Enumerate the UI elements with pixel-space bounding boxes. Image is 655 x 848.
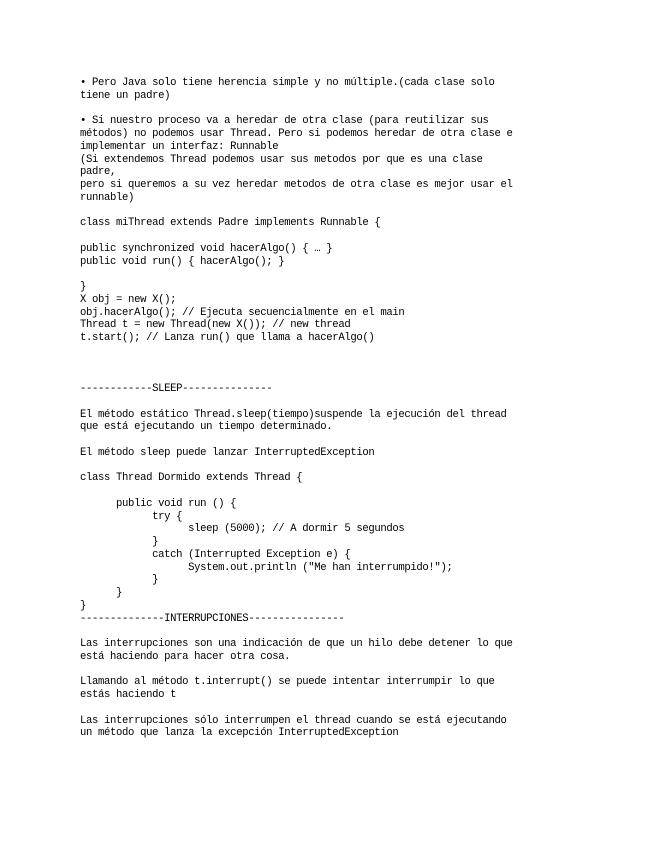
text-line: estás haciendo t <box>80 689 177 701</box>
blank-line <box>80 230 640 243</box>
blank-line <box>80 358 640 371</box>
text-line: • Si nuestro proceso va a heredar de otra clase (para reutilizar sus <box>80 115 489 128</box>
text-line: obj.hacerAlgo(); // Ejecuta secuencialmente en el main <box>80 306 405 319</box>
text-line: está haciendo para hacer otra cosa. <box>80 650 291 663</box>
text-line: • Pero Java solo tiene herencia simple y no múltiple.(cada clase solo <box>80 77 495 89</box>
blank-line <box>80 268 640 281</box>
text-line: t.start(); // Lanza run() que llama a hacerAlgo() <box>80 332 375 344</box>
text-line: pero si queremos a su vez heredar metodos de otra clase es mejor usar el <box>80 179 513 191</box>
blank-line <box>80 664 640 677</box>
blank-line <box>80 702 640 715</box>
text-line: try { <box>80 510 183 523</box>
text-line: --------------INTERRUPCIONES---------------- <box>80 612 345 625</box>
text-line: public void run () { <box>80 497 237 510</box>
text-line: Llamando al método t.interrupt() se puede intentar interrumpir lo que <box>80 676 495 689</box>
document-body <box>80 77 640 740</box>
text-line: X obj = new X(); <box>80 293 177 306</box>
text-line: sleep (5000); // A dormir 5 segundos <box>80 523 405 536</box>
text-line: métodos) no podemos usar Thread. Pero si podemos heredar de otra clase e <box>80 128 513 140</box>
text-line: System.out.println ("Me han interrumpido!"); <box>80 561 453 574</box>
blank-line <box>80 103 640 116</box>
blank-line <box>80 205 640 218</box>
text-line: (Si extendemos Thread podemos usar sus metodos por que es una clase <box>80 153 483 166</box>
text-line: } <box>80 574 159 587</box>
text-line: que está ejecutando un tiempo determinado. <box>80 421 333 434</box>
text-line: } <box>80 281 87 293</box>
blank-line <box>80 460 640 473</box>
blank-line <box>80 345 640 358</box>
text-line: implementar un interfaz: Runnable <box>80 140 279 153</box>
blank-line <box>80 434 640 447</box>
text-line: padre, <box>80 166 117 179</box>
text-line: runnable) <box>80 191 135 204</box>
text-line: El método sleep puede lanzar InterruptedException <box>80 446 375 459</box>
blank-line <box>80 396 640 409</box>
text-line: public void run() { hacerAlgo(); } <box>80 255 285 268</box>
text-line: catch (Interrupted Exception e) { <box>80 548 351 561</box>
text-line: } <box>80 587 123 599</box>
text-line: tiene un padre) <box>80 89 171 102</box>
blank-line <box>80 370 640 383</box>
blank-line <box>80 485 640 498</box>
text-line: un método que lanza la excepción InterruptedException <box>80 727 399 740</box>
text-line: class miThread extends Padre implements Runnable { <box>80 217 381 230</box>
text-line: El método estático Thread.sleep(tiempo)suspende la ejecución del thread <box>80 408 507 421</box>
text-line: Las interrupciones sólo interrumpen el thread cuando se está ejecutando <box>80 714 507 727</box>
text-line: } <box>80 599 87 612</box>
text-line: ------------SLEEP--------------- <box>80 383 273 395</box>
text-line: } <box>80 536 159 548</box>
text-line: Las interrupciones son una indicación de que un hilo debe detener lo que <box>80 638 513 650</box>
text-line: public synchronized void hacerAlgo() { … } <box>80 242 333 255</box>
text-line: class Thread Dormido extends Thread { <box>80 472 303 485</box>
text-line: Thread t = new Thread(new X()); // new thread <box>80 319 351 332</box>
blank-line <box>80 625 640 638</box>
